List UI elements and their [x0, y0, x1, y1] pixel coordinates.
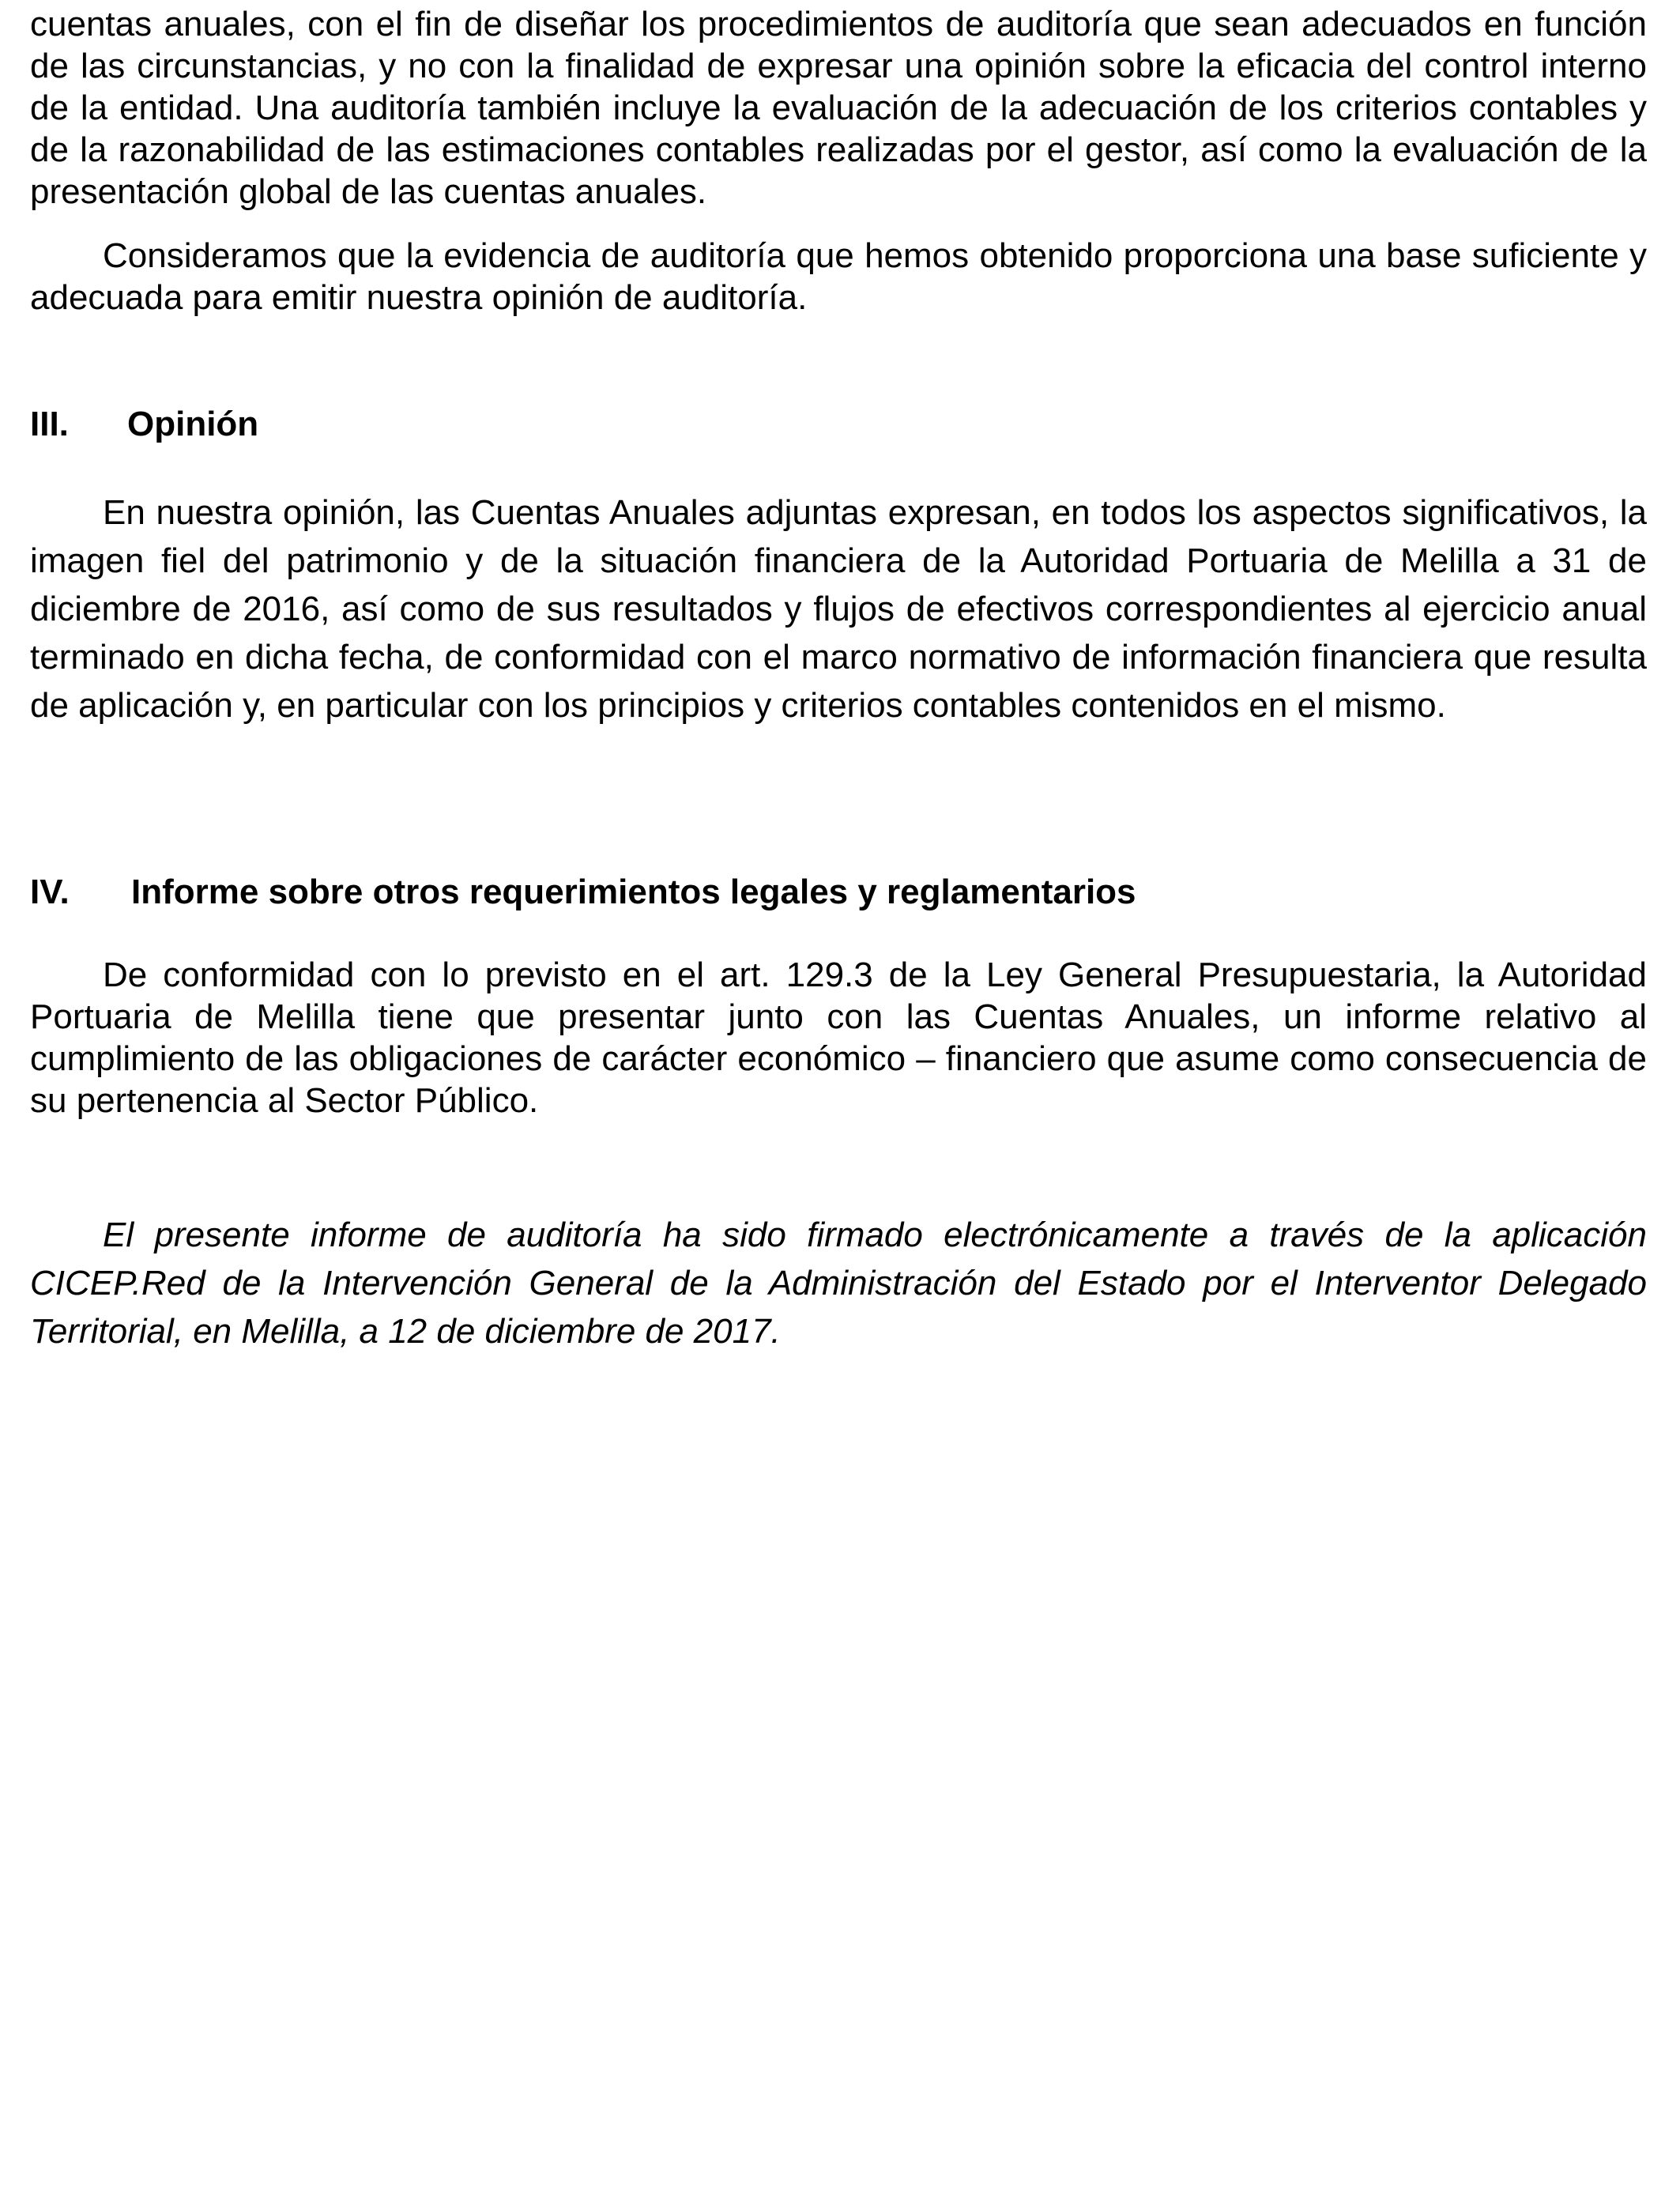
section-title: Informe sobre otros requerimientos legales y reglamentarios [131, 873, 1136, 911]
opinion-paragraph: En nuestra opinión, las Cuentas Anuales adjuntas expresan, en todos los aspectos significativos, la imagen fiel del patrimonio y de la situación financiera de la Autoridad Portuaria de Melilla a 31 de diciembre de 2016, así como de sus resultados y flujos de efectivos correspondientes al ejercicio anual terminado en dicha fecha, de conformidad con el marco normativo de información financiera que resulta de aplicación y, en particular con los principios y criterios contables contenidos en el mismo. [30, 493, 1647, 725]
section-number: III. [30, 405, 69, 443]
section-number: IV. [30, 873, 70, 911]
intro-paragraph: cuentas anuales, con el fin de diseñar los procedimientos de auditoría que sean adecuados en función de las circunstancias, y no con la finalidad de expresar una opinión sobre la eficacia del control interno de la entidad. Una auditoría también incluye la evaluación de la adecuación de los criterios contables y de la razonabilidad de las estimaciones contables realizadas por el gestor, así como la evaluación de la presentación global de las cuentas anuales. [30, 5, 1647, 211]
section-title: Opinión [127, 405, 259, 443]
section-heading-legal-requirements [30, 871, 1136, 913]
section-heading-opinion [30, 403, 259, 445]
evidence-paragraph: Consideramos que la evidencia de auditoría que hemos obtenido proporciona una base suficiente y adecuada para emitir nuestra opinión de auditoría. [30, 236, 1647, 317]
signature-note: El presente informe de auditoría ha sido firmado electrónicamente a través de la aplicación CICEP.Red de la Intervención General de la Administración del Estado por el Interventor Delegado Territorial, en Melilla, a 12 de diciembre de 2017. [30, 1216, 1647, 1351]
legal-requirements-paragraph: De conformidad con lo previsto en el art. 129.3 de la Ley General Presupuestaria, la Autoridad Portuaria de Melilla tiene que presentar junto con las Cuentas Anuales, un informe relativo al cumplimiento de las obligaciones de carácter económico – financiero que asume como consecuencia de su pertenencia al Sector Público. [30, 956, 1647, 1120]
